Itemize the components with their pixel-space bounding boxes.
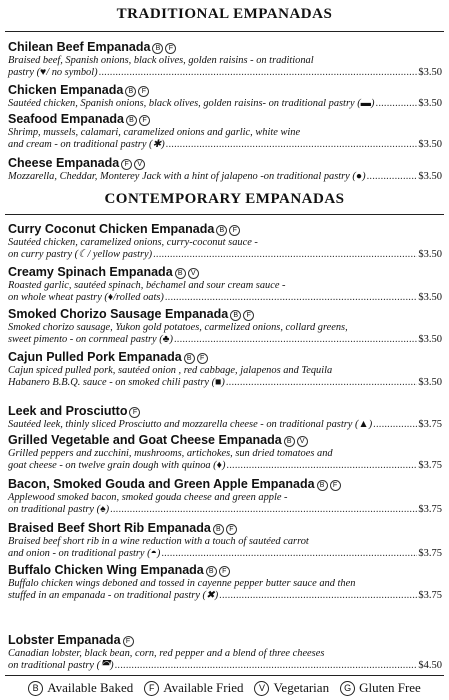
item-description-text: pastry (♥/ no symbol) [8,67,98,78]
item-price: $3.50 [418,292,442,303]
dot-leader [376,98,418,110]
prep-badge-icon: F [123,636,134,647]
menu-item [8,562,442,602]
prep-badge-icon: B [184,353,195,364]
vegetarian-badge-icon: V [254,681,269,696]
item-name [8,306,442,322]
menu-item [8,111,442,151]
menu-item [8,264,442,304]
menu-item [8,520,442,560]
prep-badge-icon: F [165,43,176,54]
item-name [8,632,442,648]
dot-leader [174,334,417,346]
item-price: $3.50 [418,249,442,260]
item-name-text: Creamy Spinach Empanada [8,265,173,279]
fried-badge-icon: F [144,681,159,696]
prep-badge-icon: B [213,524,224,535]
prep-badge-icon: B [317,480,328,491]
menu-item [8,306,442,346]
prep-badge-icon: V [297,436,308,447]
item-price: $3.50 [418,377,442,388]
item-name [8,349,442,365]
item-price: $3.50 [418,67,442,78]
item-description-last [8,377,442,389]
item-name-text: Lobster Empanada [8,633,121,647]
traditional-section-title: TRADITIONAL EMPANADAS [116,6,333,22]
item-description-last [8,139,442,151]
item-name [8,264,442,280]
item-name [8,476,442,492]
menu-item [8,632,442,672]
item-price: $3.50 [418,171,442,182]
item-name-text: Curry Coconut Chicken Empanada [8,222,215,236]
item-name [8,520,442,536]
item-name-text: Grilled Vegetable and Goat Cheese Empanada [8,433,282,447]
item-price: $3.50 [418,334,442,345]
dot-leader [153,249,417,261]
legend [0,680,449,696]
item-name-text: Seafood Empanada [8,112,124,126]
section-divider [5,214,444,215]
prep-badge-icon: V [188,268,199,279]
item-description: Buffalo chicken wings deboned and tossed in cayenne pepper butter sauce and then [8,578,356,589]
item-description-text: goat cheese - on twelve grain dough with quinoa (♦) [8,460,226,471]
dot-leader [166,139,418,151]
legend-label: Gluten Free [359,680,421,695]
prep-badge-icon: F [129,407,140,418]
dot-leader [165,292,418,304]
item-description-last [8,460,442,472]
item-name-text: Buffalo Chicken Wing Empanada [8,563,204,577]
legend-label: Available Fried [163,680,244,695]
item-description-text: sweet pimento - on cornmeal pastry (♣) [8,334,173,345]
item-description-text: Habanero B.B.Q. sauce - on smoked chili pastry (■) [8,377,225,388]
menu-item [8,82,442,110]
prep-badge-icon: B [230,310,241,321]
section-divider [5,31,444,32]
item-description-text: on curry pastry (☾/ yellow pastry) [8,249,153,260]
item-description-last [8,67,442,79]
item-name [8,432,442,448]
item-description: Braised beef short rib in a wine reduction with a touch of sautéed carrot [8,536,309,547]
prep-badge-icon: F [330,480,341,491]
item-description-last [8,292,442,304]
item-name-text: Bacon, Smoked Gouda and Green Apple Empanada [8,477,315,491]
menu-item [8,39,442,79]
item-name-text: Chilean Beef Empanada [8,40,151,54]
dot-leader [110,504,417,516]
item-name [8,403,442,419]
dot-leader [226,460,417,472]
item-name-text: Cajun Pulled Pork Empanada [8,350,182,364]
item-name-text: Leek and Prosciutto [8,404,128,418]
prep-badge-icon: B [175,268,186,279]
menu-item [8,349,442,389]
item-price: $3.75 [418,548,442,559]
item-description-text: on traditional pastry (◚) [8,660,114,671]
item-description-text: on whole wheat pastry (♦/rolled oats) [8,292,164,303]
item-price: $3.75 [418,590,442,601]
menu-item [8,403,442,431]
menu-item [8,432,442,472]
dot-leader [219,590,417,602]
prep-badge-icon: F [229,225,240,236]
item-name [8,155,442,171]
prep-badge-icon: V [134,159,145,170]
item-name [8,39,442,55]
prep-badge-icon: F [243,310,254,321]
item-name [8,82,442,98]
item-description-last [8,504,442,516]
item-name [8,111,442,127]
legend-fried [144,680,243,696]
dot-leader [99,67,418,79]
prep-badge-icon: B [216,225,227,236]
item-description-last [8,334,442,346]
baked-badge-icon: B [28,681,43,696]
prep-badge-icon: F [121,159,132,170]
item-description-text: Mozzarella, Cheddar, Monterey Jack with a hint of jalapeno -on traditional pastry (●) [8,171,366,182]
dot-leader [161,548,417,560]
item-description-last [8,171,442,183]
menu-item [8,221,442,261]
item-name [8,562,442,578]
item-description: Shrimp, mussels, calamari, caramelized onions and garlic, white wine [8,127,301,138]
prep-badge-icon: F [219,566,230,577]
item-description: Applewood smoked bacon, smoked gouda cheese and green apple - [8,492,288,503]
item-price: $4.50 [418,660,442,671]
item-description-text: and cream - on traditional pastry (✱) [8,139,165,150]
item-description-last [8,590,442,602]
item-description-last [8,660,442,672]
prep-badge-icon: F [197,353,208,364]
prep-badge-icon: B [206,566,217,577]
item-price: $3.50 [418,98,442,109]
item-description-last [8,249,442,261]
item-price: $3.75 [418,460,442,471]
item-description: Sautéed chicken, caramelized onions, curry-coconut sauce - [8,237,258,248]
menu-item [8,476,442,516]
item-description-text: Sautéed leek, thinly sliced Prosciutto and mozzarella cheese - on traditional pastry (▲) [8,419,373,430]
item-name-text: Chicken Empanada [8,83,124,97]
item-description: Braised beef, Spanish onions, black olives, golden raisins - on traditional [8,55,314,66]
dot-leader [115,660,418,672]
prep-badge-icon: F [226,524,237,535]
item-description: Cajun spiced pulled pork, sautéed onion , red cabbage, jalapenos and Tequila [8,365,333,376]
legend-vegetarian [254,680,329,696]
prep-badge-icon: B [126,115,137,126]
contemporary-section-title: CONTEMPORARY EMPANADAS [104,191,345,207]
item-description-last [8,419,442,431]
item-price: $3.75 [418,504,442,515]
menu-item [8,155,442,183]
item-description-text: on traditional pastry (♠) [8,504,110,515]
item-name-text: Smoked Chorizo Sausage Empanada [8,307,229,321]
item-description-text: Sautéed chicken, Spanish onions, black olives, golden raisins- on traditional pastry (▬) [8,98,375,109]
legend-label: Available Baked [47,680,134,695]
item-name-text: Cheese Empanada [8,156,120,170]
legend-baked [28,680,133,696]
prep-badge-icon: B [125,86,136,97]
item-name [8,221,442,237]
item-description: Canadian lobster, black bean, corn, red pepper and a blend of three cheeses [8,648,325,659]
item-price: $3.50 [418,139,442,150]
item-description: Grilled peppers and zucchini, mushrooms, artichokes, sun dried tomatoes and [8,448,333,459]
prep-badge-icon: F [138,86,149,97]
item-description: Roasted garlic, sautéed spinach, béchamel and sour cream sauce - [8,280,286,291]
prep-badge-icon: F [139,115,150,126]
item-description-last [8,98,442,110]
legend-label: Vegetarian [273,680,330,695]
prep-badge-icon: B [152,43,163,54]
item-description-text: stuffed in an empanada - on traditional pastry (✖) [8,590,219,601]
item-description: Smoked chorizo sausage, Yukon gold potatoes, carmelized onions, collard greens, [8,322,348,333]
dot-leader [367,171,418,183]
legend-gluten-free [340,680,421,696]
gluten-free-badge-icon: G [340,681,355,696]
item-description-text: and onion - on traditional pastry (◓) [8,548,161,559]
dot-leader [226,377,418,389]
dot-leader [373,419,417,431]
prep-badge-icon: B [284,436,295,447]
item-description-last [8,548,442,560]
legend-divider [5,675,444,676]
item-price: $3.75 [418,419,442,430]
item-name-text: Braised Beef Short Rib Empanada [8,521,211,535]
